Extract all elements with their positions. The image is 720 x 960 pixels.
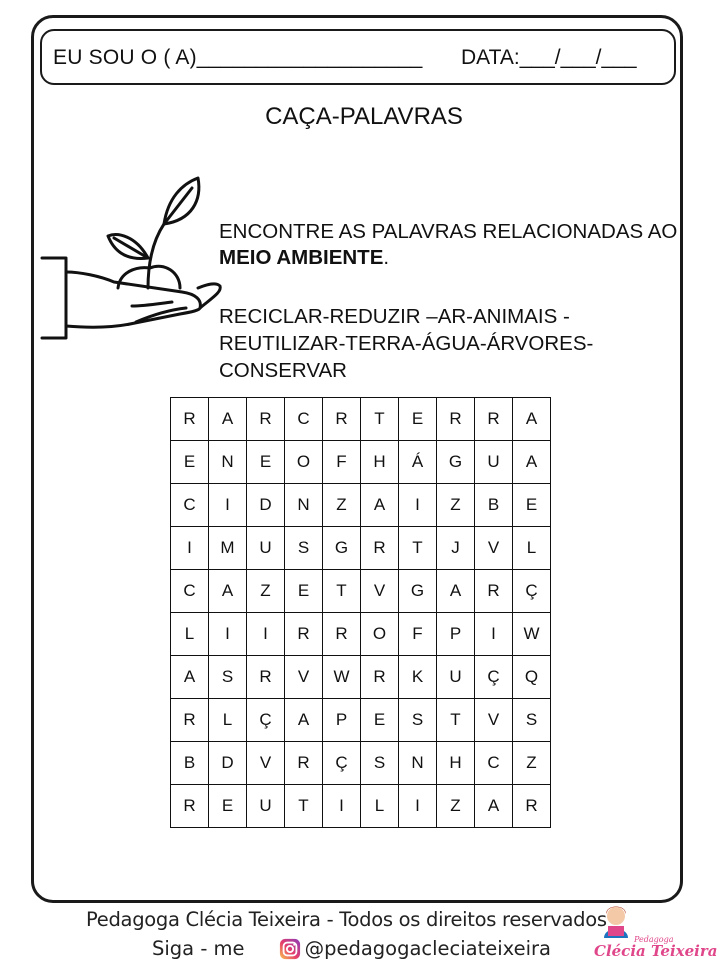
grid-cell[interactable]: O [285, 441, 323, 484]
grid-cell[interactable]: V [247, 742, 285, 785]
grid-cell[interactable]: A [475, 785, 513, 828]
date-label[interactable]: DATA:___/___/___ [461, 46, 637, 69]
grid-cell[interactable]: R [361, 527, 399, 570]
grid-cell[interactable]: R [475, 570, 513, 613]
grid-cell[interactable]: H [437, 742, 475, 785]
grid-cell[interactable]: T [437, 699, 475, 742]
grid-row [171, 570, 551, 613]
grid-cell[interactable]: I [247, 613, 285, 656]
grid-row [171, 441, 551, 484]
grid-cell[interactable]: C [171, 570, 209, 613]
grid-cell[interactable]: M [209, 527, 247, 570]
grid-cell[interactable]: E [247, 441, 285, 484]
grid-cell[interactable]: E [361, 699, 399, 742]
grid-cell[interactable]: A [171, 656, 209, 699]
grid-cell[interactable]: R [171, 699, 209, 742]
grid-cell[interactable]: K [399, 656, 437, 699]
grid-cell[interactable]: U [437, 656, 475, 699]
grid-cell[interactable]: A [513, 398, 551, 441]
grid-cell[interactable]: U [247, 785, 285, 828]
grid-cell[interactable]: S [285, 527, 323, 570]
grid-cell[interactable]: I [209, 613, 247, 656]
footer-follow [152, 937, 551, 960]
grid-cell[interactable]: O [361, 613, 399, 656]
word-list: RECICLAR-REDUZIR –AR-ANIMAIS - REUTILIZAR-TERRA-ÁGUA-ÁRVORES-CONSERVAR [219, 305, 594, 382]
grid-cell[interactable]: A [437, 570, 475, 613]
grid-cell[interactable]: E [513, 484, 551, 527]
logo-small-text: Pedagoga [634, 935, 674, 944]
grid-cell[interactable]: I [475, 613, 513, 656]
grid-cell[interactable]: Z [323, 484, 361, 527]
grid-cell[interactable]: R [513, 785, 551, 828]
instructions-emphasis: MEIO AMBIENTE [219, 246, 384, 269]
grid-cell[interactable]: F [323, 441, 361, 484]
grid-cell[interactable]: L [171, 613, 209, 656]
grid-cell[interactable]: R [323, 398, 361, 441]
grid-cell[interactable]: S [399, 699, 437, 742]
grid-cell[interactable]: A [209, 570, 247, 613]
grid-cell[interactable]: Z [437, 785, 475, 828]
grid-cell[interactable]: R [171, 785, 209, 828]
instagram-icon[interactable] [279, 938, 301, 960]
grid-cell[interactable]: L [361, 785, 399, 828]
grid-cell[interactable]: W [323, 656, 361, 699]
grid-row [171, 742, 551, 785]
page-title: CAÇA-PALAVRAS [265, 103, 463, 130]
instructions-suffix: . [383, 246, 390, 269]
grid-cell[interactable]: W [513, 613, 551, 656]
grid-cell[interactable]: P [437, 613, 475, 656]
grid-cell[interactable]: A [513, 441, 551, 484]
hand-holding-plant-icon [40, 176, 222, 348]
grid-cell[interactable]: G [323, 527, 361, 570]
grid-cell[interactable]: Q [513, 656, 551, 699]
grid-row [171, 484, 551, 527]
grid-cell[interactable]: Z [437, 484, 475, 527]
grid-cell[interactable]: F [399, 613, 437, 656]
grid-row [171, 656, 551, 699]
grid-cell[interactable]: I [399, 785, 437, 828]
grid-cell[interactable]: P [323, 699, 361, 742]
grid-cell[interactable]: G [399, 570, 437, 613]
word-search-grid [170, 397, 551, 828]
grid-cell[interactable]: T [399, 527, 437, 570]
grid-cell[interactable]: N [285, 484, 323, 527]
instructions-text [219, 219, 689, 271]
grid-cell[interactable]: R [247, 398, 285, 441]
grid-cell[interactable]: N [399, 742, 437, 785]
grid-cell[interactable]: S [361, 742, 399, 785]
grid-cell[interactable]: I [171, 527, 209, 570]
grid-cell[interactable]: D [209, 742, 247, 785]
grid-cell[interactable]: E [399, 398, 437, 441]
grid-cell[interactable]: H [361, 441, 399, 484]
grid-cell[interactable]: S [513, 699, 551, 742]
instructions-prefix: ENCONTRE AS PALAVRAS RELACIONADAS AO [219, 220, 678, 243]
grid-cell[interactable]: Ç [323, 742, 361, 785]
grid-cell[interactable]: V [475, 527, 513, 570]
clecia-teixeira-logo [588, 902, 718, 960]
grid-cell[interactable]: I [399, 484, 437, 527]
grid-cell[interactable]: L [209, 699, 247, 742]
grid-cell[interactable]: R [323, 613, 361, 656]
grid-cell[interactable]: G [437, 441, 475, 484]
follow-label: Siga - me [152, 937, 245, 960]
logo-name-text: Clécia Teixeira [594, 942, 718, 960]
grid-row [171, 613, 551, 656]
grid-cell[interactable]: Á [399, 441, 437, 484]
grid-cell[interactable]: A [209, 398, 247, 441]
grid-row [171, 527, 551, 570]
grid-cell[interactable]: S [209, 656, 247, 699]
grid-cell[interactable]: U [247, 527, 285, 570]
grid-cell[interactable]: L [513, 527, 551, 570]
grid-cell[interactable]: N [209, 441, 247, 484]
grid-cell[interactable]: I [209, 484, 247, 527]
grid-cell[interactable]: E [171, 441, 209, 484]
grid-cell[interactable]: E [209, 785, 247, 828]
grid-cell[interactable]: T [285, 785, 323, 828]
footer-credit: Pedagoga Clécia Teixeira - Todos os direitos reservados [86, 908, 607, 931]
grid-cell[interactable]: V [361, 570, 399, 613]
grid-cell[interactable]: Z [247, 570, 285, 613]
grid-cell[interactable]: C [475, 742, 513, 785]
grid-cell[interactable]: E [285, 570, 323, 613]
grid-cell[interactable]: T [323, 570, 361, 613]
grid-cell[interactable]: A [361, 484, 399, 527]
grid-cell[interactable]: Ç [513, 570, 551, 613]
grid-cell[interactable]: R [475, 398, 513, 441]
grid-cell[interactable]: D [247, 484, 285, 527]
grid-cell[interactable]: C [171, 484, 209, 527]
grid-cell[interactable]: V [475, 699, 513, 742]
grid-cell[interactable]: V [285, 656, 323, 699]
grid-cell[interactable]: R [247, 656, 285, 699]
grid-cell[interactable]: Z [513, 742, 551, 785]
grid-cell[interactable]: B [171, 742, 209, 785]
grid-cell[interactable]: R [437, 398, 475, 441]
grid-row [171, 398, 551, 441]
grid-row [171, 785, 551, 828]
student-name-label[interactable]: EU SOU O ( A)___________________ [53, 46, 423, 69]
grid-cell[interactable]: Ç [247, 699, 285, 742]
grid-cell[interactable]: B [475, 484, 513, 527]
grid-cell[interactable]: R [171, 398, 209, 441]
grid-cell[interactable]: Ç [475, 656, 513, 699]
grid-cell[interactable]: R [285, 742, 323, 785]
grid-cell[interactable]: U [475, 441, 513, 484]
grid-row [171, 699, 551, 742]
grid-cell[interactable]: J [437, 527, 475, 570]
grid-cell[interactable]: R [285, 613, 323, 656]
grid-cell[interactable]: R [361, 656, 399, 699]
grid-cell[interactable]: I [323, 785, 361, 828]
grid-cell[interactable]: A [285, 699, 323, 742]
instagram-handle[interactable]: @pedagogacleciateixeira [304, 937, 552, 960]
grid-cell[interactable]: T [361, 398, 399, 441]
grid-cell[interactable]: C [285, 398, 323, 441]
